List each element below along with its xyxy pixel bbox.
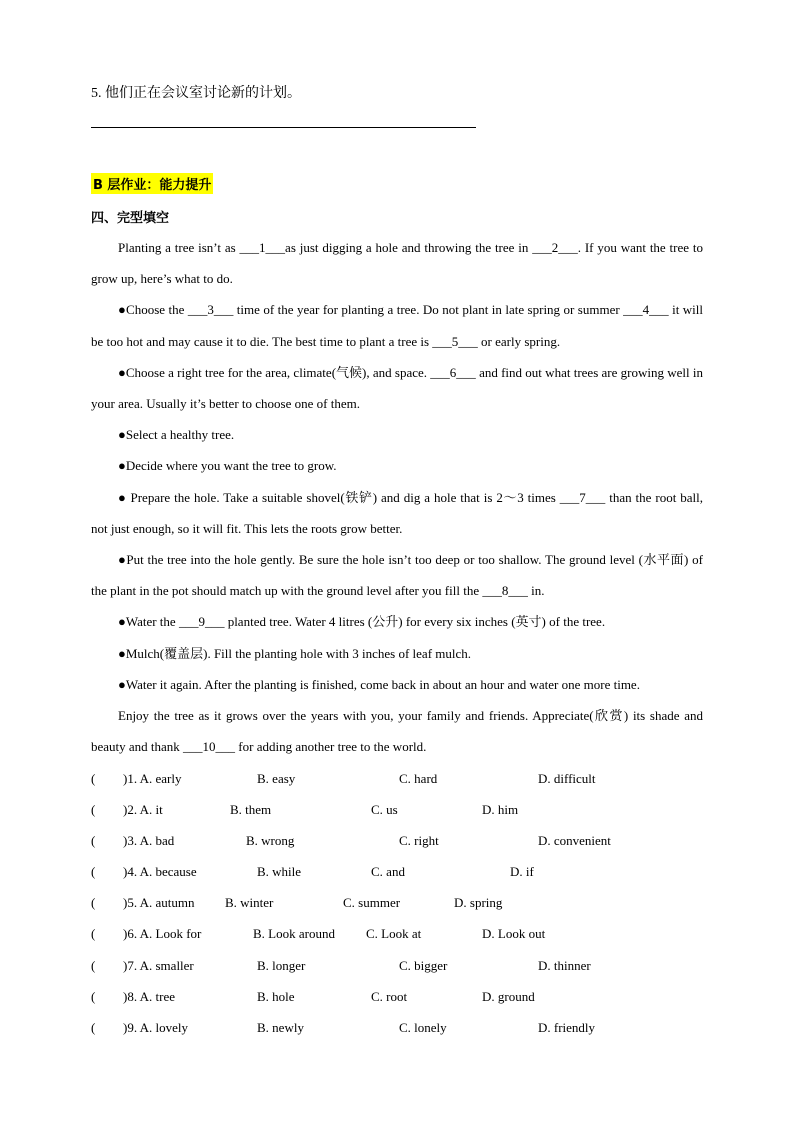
option-d: D. him xyxy=(482,802,519,818)
option-row xyxy=(91,918,703,949)
passage-paragraph: ●Water it again. After the planting is finished, come back in about an hour and water one more time. xyxy=(118,676,640,692)
option-a: )9. A. lovely xyxy=(123,1019,188,1035)
option-b: B. easy xyxy=(257,771,296,786)
answer-options xyxy=(91,763,703,1043)
option-c: C. root xyxy=(371,988,408,1004)
option-c: C. Look at xyxy=(366,926,422,942)
option-row xyxy=(91,856,703,887)
passage-paragraph: ● Prepare the hole. Take a suitable shovel(铁铲) and dig a hole that is 2～3 times ___7___ than the root ball, not just enough, so it will fit. This lets the roots grow better. xyxy=(91,489,703,536)
passage-paragraph: ●Choose a right tree for the area, climate(气候), and space. ___6___ and find out what trees are growing well in your area. Usually it’s better to choose one of them. xyxy=(91,364,703,412)
passage-paragraph: ●Decide where you want the tree to grow. xyxy=(118,458,337,474)
option-c: C. lonely xyxy=(399,1019,447,1035)
option-row xyxy=(91,1012,703,1043)
option-c: C. summer xyxy=(343,895,401,911)
option-b: B. Look around xyxy=(253,926,335,942)
answer-blank[interactable]: ( xyxy=(91,1019,96,1035)
passage-paragraph: ●Select a healthy tree. xyxy=(118,427,235,443)
answer-blank[interactable]: ( xyxy=(91,988,96,1004)
option-row xyxy=(91,763,703,794)
answer-line[interactable] xyxy=(91,127,476,128)
option-c: C. and xyxy=(371,864,405,880)
option-d: D. ground xyxy=(482,988,535,1004)
option-d: D. difficult xyxy=(538,771,596,786)
passage-paragraph: ●Water the ___9___ planted tree. Water 4 litres (公升) for every six inches (英寸) of the tree. xyxy=(118,614,606,630)
answer-blank[interactable]: ( xyxy=(91,864,96,880)
passage-paragraph: Planting a tree isn’t as ___1___as just digging a hole and throwing the tree in ___2___. If you want the tree to grow up, here’s what to do. xyxy=(91,240,703,287)
option-a: )4. A. because xyxy=(123,864,197,880)
option-a: )5. A. autumn xyxy=(123,895,195,911)
option-a: )6. A. Look for xyxy=(123,926,202,942)
option-d: D. friendly xyxy=(538,1019,596,1035)
option-c: C. bigger xyxy=(399,957,448,973)
option-d: D. convenient xyxy=(538,833,611,849)
option-row xyxy=(91,981,703,1012)
option-b: B. longer xyxy=(257,957,306,973)
passage-paragraph: ●Mulch(覆盖层). Fill the planting hole with 3 inches of leaf mulch. xyxy=(118,645,472,661)
option-row xyxy=(91,794,703,825)
section-b-title: B 层作业：能力提升 xyxy=(91,173,213,194)
option-c: C. us xyxy=(371,802,398,818)
answer-blank[interactable]: ( xyxy=(91,926,96,942)
option-c: C. hard xyxy=(399,771,438,786)
answer-blank[interactable]: ( xyxy=(91,771,96,786)
option-b: B. newly xyxy=(257,1019,304,1035)
option-a: )2. A. it xyxy=(123,802,163,818)
option-a: )3. A. bad xyxy=(123,833,175,849)
answer-blank[interactable]: ( xyxy=(91,833,96,849)
option-b: B. winter xyxy=(225,895,274,911)
cloze-passage xyxy=(91,232,703,762)
option-a: )1. A. early xyxy=(123,771,182,786)
passage-paragraph: ●Put the tree into the hole gently. Be sure the hole isn’t too deep or too shallow. The ground level (水平面) of the plant in the pot should match up with the ground level after you fill the ___8___ in. xyxy=(91,552,703,599)
passage-paragraph: Enjoy the tree as it grows over the years with you, your family and friends. Appreciate(欣赏) its shade and beauty and thank ___10___ for adding another tree to the world. xyxy=(91,708,703,755)
option-row xyxy=(91,825,703,856)
answer-blank[interactable]: ( xyxy=(91,802,96,818)
answer-blank[interactable]: ( xyxy=(91,957,96,973)
option-row xyxy=(91,950,703,981)
option-a: )7. A. smaller xyxy=(123,957,194,973)
option-row xyxy=(91,887,703,918)
passage-paragraph: ●Choose the ___3___ time of the year for planting a tree. Do not plant in late spring or summer ___4___ it will be too hot and may cause it to die. The best time to plant a tree is ___5___ or early spring. xyxy=(91,302,703,349)
option-d: D. Look out xyxy=(482,926,546,942)
option-a: )8. A. tree xyxy=(123,988,175,1004)
option-b: B. hole xyxy=(257,988,295,1004)
answer-blank[interactable]: ( xyxy=(91,895,96,911)
option-d: D. if xyxy=(510,864,534,880)
option-b: B. while xyxy=(257,864,302,880)
option-c: C. right xyxy=(399,833,439,849)
cloze-section-title: 四、完型填空 xyxy=(91,211,170,226)
option-d: D. thinner xyxy=(538,957,591,973)
option-b: B. wrong xyxy=(246,833,295,849)
option-b: B. them xyxy=(230,802,272,818)
option-d: D. spring xyxy=(454,895,503,911)
translation-question-5: 5. 他们正在会议室讨论新的计划。 xyxy=(91,86,301,101)
